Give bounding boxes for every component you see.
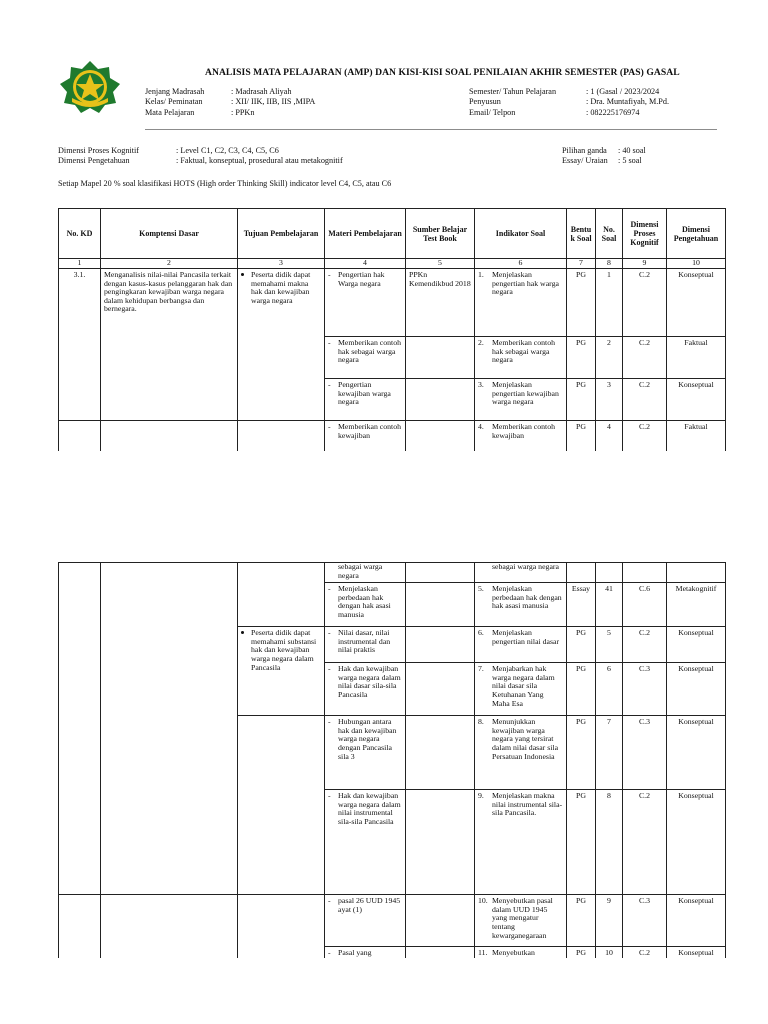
label-pilihan-ganda: Pilihan ganda [562,146,607,155]
materi-cell: - Pengertian kewajiban warga negara [325,379,406,421]
kd-text [101,563,238,895]
kd-number: 3.1. [59,269,101,421]
tujuan-cell [238,421,325,452]
materi-text: Memberikan contoh hak sebagai warga negara [338,338,402,365]
indikator-number: 6. [478,628,484,638]
kisi-kisi-table-page-1 [58,208,726,451]
col-header: Komptensi Dasar [101,209,238,259]
bentuk-soal: PG [567,716,596,790]
sumber-cell [406,663,475,716]
tujuan-cell [238,627,325,716]
col-header: Tujuan Pembelajaran [238,209,325,259]
indikator-text: Menjelaskan pengertian hak warga negara [492,270,559,297]
label-mapel: Mata Pelajaran [145,107,195,117]
indikator-number: 11. [478,948,488,958]
indikator-cell [475,895,567,947]
hots-note: Setiap Mapel 20 % soal klasifikasi HOTS (High order Thinking Skill) indicator level C4, C5, atau C6 [58,179,392,188]
sumber-cell [406,716,475,790]
tujuan-text: Peserta didik dapat memahami substansi hak dan kewajiban warga negara dalam Pancasila [251,628,317,672]
dimensi-pengetahuan: Konseptual [667,895,726,947]
bentuk-soal: PG [567,337,596,379]
value-jenjang: : Madrasah Aliyah [231,87,292,96]
no-soal: 3 [596,379,623,421]
indikator-cell [475,563,567,583]
dimensi-pengetahuan: Konseptual [667,716,726,790]
bentuk-soal: PG [567,790,596,895]
col-header: No. KD [59,209,101,259]
indikator-text: Menjelaskan makna nilai instrumental sila-sila Pancasila. [492,791,563,818]
kemenag-emblem-icon [58,60,122,114]
no-soal: 6 [596,663,623,716]
identity-right-values [586,87,669,118]
col-header: Indikator Soal [475,209,567,259]
col-number: 7 [567,259,596,269]
tujuan-cell [238,269,325,421]
column-number-row [59,259,726,269]
indikator-number: 8. [478,717,484,727]
dimensi-pengetahuan: Faktual [667,337,726,379]
dimensi-pengetahuan [667,563,726,583]
materi-text: Hak dan kewajiban warga negara dalam nilai instrumental sila-sila Pancasila [338,791,401,826]
dimensi-pengetahuan: Konseptual [667,790,726,895]
indikator-text: Menjabarkan hak warga negara dalam nilai dasar sila Ketuhanan Yang Maha Esa [492,664,555,708]
sumber-cell [406,947,475,958]
dimensi-kognitif: C.2 [623,337,667,379]
dimensi-kognitif: C.2 [623,627,667,663]
table-row [59,269,726,337]
col-number: 6 [475,259,567,269]
materi-text: Hak dan kewajiban warga negara dalam nilai dasar sila-sila Pancasila [338,664,401,699]
header-divider [145,129,717,130]
materi-cell: - Memberikan contoh kewajiban [325,421,406,452]
sumber-cell [406,337,475,379]
kd-number [59,421,101,452]
dimensi-pengetahuan: Konseptual [667,947,726,958]
value-kelas: : XII/ IIK, IIB, IIS ,MIPA [231,97,316,107]
sumber-cell [406,421,475,452]
kd-number [59,563,101,895]
tujuan-text: Peserta didik dapat memahami makna hak dan kewajiban warga negara [251,270,311,305]
value-semester: : 1 (Gasal / 2023/2024 [586,87,660,96]
indikator-text: Menyebutkan [492,948,535,958]
sumber-cell [406,895,475,947]
bentuk-soal: Essay [567,583,596,627]
identity-left-labels [145,87,204,118]
label-dimensi-pengetahuan: Dimensi Pengetahuan [58,156,130,165]
col-header: No. Soal [596,209,623,259]
label-jenjang: Jenjang Madrasah [145,87,205,96]
sumber-cell [406,790,475,895]
kd-text: Menganalisis nilai-nilai Pancasila terkait dengan kasus-kasus pelanggaran hak dan pengingkaran kewajiban warga negara dalam kehidupan berbangsa dan bernegara. [101,269,238,421]
materi-text: Hubungan antara hak dan kewajiban warga negara dengan Pancasila sila 3 [338,717,397,761]
bentuk-soal: PG [567,947,596,958]
kd-text [101,421,238,452]
no-soal [596,563,623,583]
indikator-cell [475,716,567,790]
value-mapel: : PPKn [231,107,255,117]
indikator-cell [475,337,567,379]
col-number: 10 [667,259,726,269]
materi-text: Pasal yang [338,948,372,958]
indikator-cell [475,947,567,958]
indikator-text: sebagai warga negara [492,562,559,571]
bullet-icon [241,631,244,634]
value-pilihan-ganda: : 40 soal [618,146,646,155]
col-number: 8 [596,259,623,269]
indikator-number: 2. [478,338,484,347]
dimensi-kognitif: C.2 [623,269,667,337]
tujuan-cell [238,563,325,627]
value-dimensi-kognitif: : Level C1, C2, C3, C4, C5, C6 [176,146,279,155]
indikator-cell [475,627,567,663]
materi-text: Nilai dasar, nilai instrumental dan nilai praktis [338,628,391,655]
dimensi-pengetahuan: Konseptual [667,269,726,337]
tujuan-cell [238,895,325,958]
bentuk-soal: PG [567,895,596,947]
table-header-row [59,209,726,259]
sumber-cell [406,583,475,627]
identity-right-labels [469,87,556,118]
materi-cell: - Nilai dasar, nilai instrumental dan nilai praktis [325,627,406,663]
bullet-icon [241,273,244,276]
materi-text: Menjelaskan perbedaan hak dengan hak asasi manusia [338,584,391,619]
page-title: ANALISIS MATA PELAJARAN (AMP) DAN KISI-KISI SOAL PENILAIAN AKHIR SEMESTER (PAS) GASAL [205,67,680,78]
materi-cell [325,563,406,583]
dimensi-pengetahuan: Metakognitif [667,583,726,627]
dimensi-kognitif: C.3 [623,663,667,716]
col-header: Dimensi Proses Kognitif [623,209,667,259]
no-soal: 8 [596,790,623,895]
indikator-cell [475,663,567,716]
dimensi-pengetahuan: Faktual [667,421,726,452]
indikator-text: Menjelaskan perbedaan hak dengan hak asasi manusia [492,584,562,611]
bentuk-soal: PG [567,627,596,663]
bentuk-soal: PG [567,421,596,452]
materi-cell: - Menjelaskan perbedaan hak dengan hak asasi manusia [325,583,406,627]
dimensi-kognitif: C.2 [623,421,667,452]
col-header: Dimensi Pengetahuan [667,209,726,259]
indikator-cell [475,583,567,627]
bentuk-soal: PG [567,663,596,716]
no-soal: 2 [596,337,623,379]
label-email: Email/ Telpon [469,107,516,117]
bentuk-soal [567,563,596,583]
soal-labels [562,146,608,166]
no-soal: 7 [596,716,623,790]
indikator-number: 10. [478,896,488,906]
bentuk-soal: PG [567,269,596,337]
table-row [59,421,726,452]
value-penyusun: : Dra. Muntafiyah, M.Pd. [586,97,670,107]
indikator-text: Menjelaskan pengertian nilai dasar [492,628,560,646]
indikator-cell [475,379,567,421]
dimensi-pengetahuan: Konseptual [667,627,726,663]
materi-text: pasal 26 UUD 1945 ayat (1) [338,896,401,914]
value-essay: : 5 soal [618,156,642,165]
indikator-number: 7. [478,664,484,674]
kd-text [101,895,238,958]
indikator-cell [475,269,567,337]
dimensi-kognitif: C.2 [623,790,667,895]
indikator-number: 9. [478,791,484,801]
indikator-text: Memberikan contoh kewajiban [492,422,556,440]
kisi-kisi-table-page-2 [58,562,726,958]
value-email: : 082225176974 [586,107,640,117]
indikator-number: 4. [478,422,484,431]
no-soal: 1 [596,269,623,337]
dimensi-kognitif [623,563,667,583]
materi-cell: - Pasal yang [325,947,406,958]
label-essay: Essay/ Uraian [562,156,608,165]
indikator-text: Memberikan contoh hak sebagai warga negara [492,338,556,365]
identity-left-values [231,87,315,118]
dimensi-labels [58,146,139,166]
col-number: 2 [101,259,238,269]
col-number: 9 [623,259,667,269]
materi-cell: - Hak dan kewajiban warga negara dalam nilai instrumental sila-sila Pancasila [325,790,406,895]
soal-values [618,146,646,166]
dimensi-pengetahuan: Konseptual [667,663,726,716]
tujuan-cell [238,716,325,895]
dimensi-kognitif: C.6 [623,583,667,627]
kd-number [59,895,101,958]
bentuk-soal: PG [567,379,596,421]
col-header: Materi Pembelajaran [325,209,406,259]
no-soal: 5 [596,627,623,663]
indikator-number: 5. [478,584,484,594]
label-semester: Semester/ Tahun Pelajaran [469,87,557,96]
label-penyusun: Penyusun [469,97,501,107]
dimensi-kognitif: C.2 [623,947,667,958]
materi-cell: - Hubungan antara hak dan kewajiban warga negara dengan Pancasila sila 3 [325,716,406,790]
materi-cell: - Pengertian hak Warga negara [325,269,406,337]
label-dimensi-kognitif: Dimensi Proses Kognitif [58,146,139,155]
indikator-text: Menyebutkan pasal dalam UUD 1945 yang mengatur tentang kewarganegaraan [492,896,553,940]
col-header: Sumber Belajar Test Book [406,209,475,259]
no-soal: 41 [596,583,623,627]
indikator-number: 1. [478,270,484,279]
dimensi-kognitif: C.2 [623,379,667,421]
sumber-cell: PPKn Kemendikbud 2018 [406,269,475,337]
no-soal: 4 [596,421,623,452]
label-kelas: Kelas/ Peminatan [145,97,203,107]
dimensi-pengetahuan: Konseptual [667,379,726,421]
indikator-number: 3. [478,380,484,389]
materi-text: sebagai warga negara [338,562,383,580]
sumber-cell [406,563,475,583]
indikator-text: Menunjukkan kewajiban warga negara yang tersirat dalam nilai dasar sila Persatuan Indonesia [492,717,559,761]
no-soal: 10 [596,947,623,958]
materi-text: Memberikan contoh kewajiban [338,422,402,440]
dimensi-values [176,146,343,166]
dimensi-kognitif: C.3 [623,716,667,790]
sumber-cell [406,627,475,663]
materi-text: Pengertian kewajiban warga negara [338,380,391,407]
col-number: 5 [406,259,475,269]
col-number: 3 [238,259,325,269]
materi-cell: - Memberikan contoh hak sebagai warga negara [325,337,406,379]
col-number: 1 [59,259,101,269]
value-dimensi-pengetahuan: : Faktual, konseptual, prosedural atau metakognitif [176,156,343,165]
materi-cell: - Hak dan kewajiban warga negara dalam nilai dasar sila-sila Pancasila [325,663,406,716]
indikator-text: Menjelaskan pengertian kewajiban warga negara [492,380,559,407]
table-row [59,895,726,947]
indikator-cell [475,790,567,895]
dimensi-kognitif: C.3 [623,895,667,947]
indikator-cell [475,421,567,452]
materi-cell: - pasal 26 UUD 1945 ayat (1) [325,895,406,947]
materi-text: Pengertian hak Warga negara [338,270,385,288]
table-row [59,563,726,583]
no-soal: 9 [596,895,623,947]
sumber-cell [406,379,475,421]
col-number: 4 [325,259,406,269]
col-header: Bentu k Soal [567,209,596,259]
